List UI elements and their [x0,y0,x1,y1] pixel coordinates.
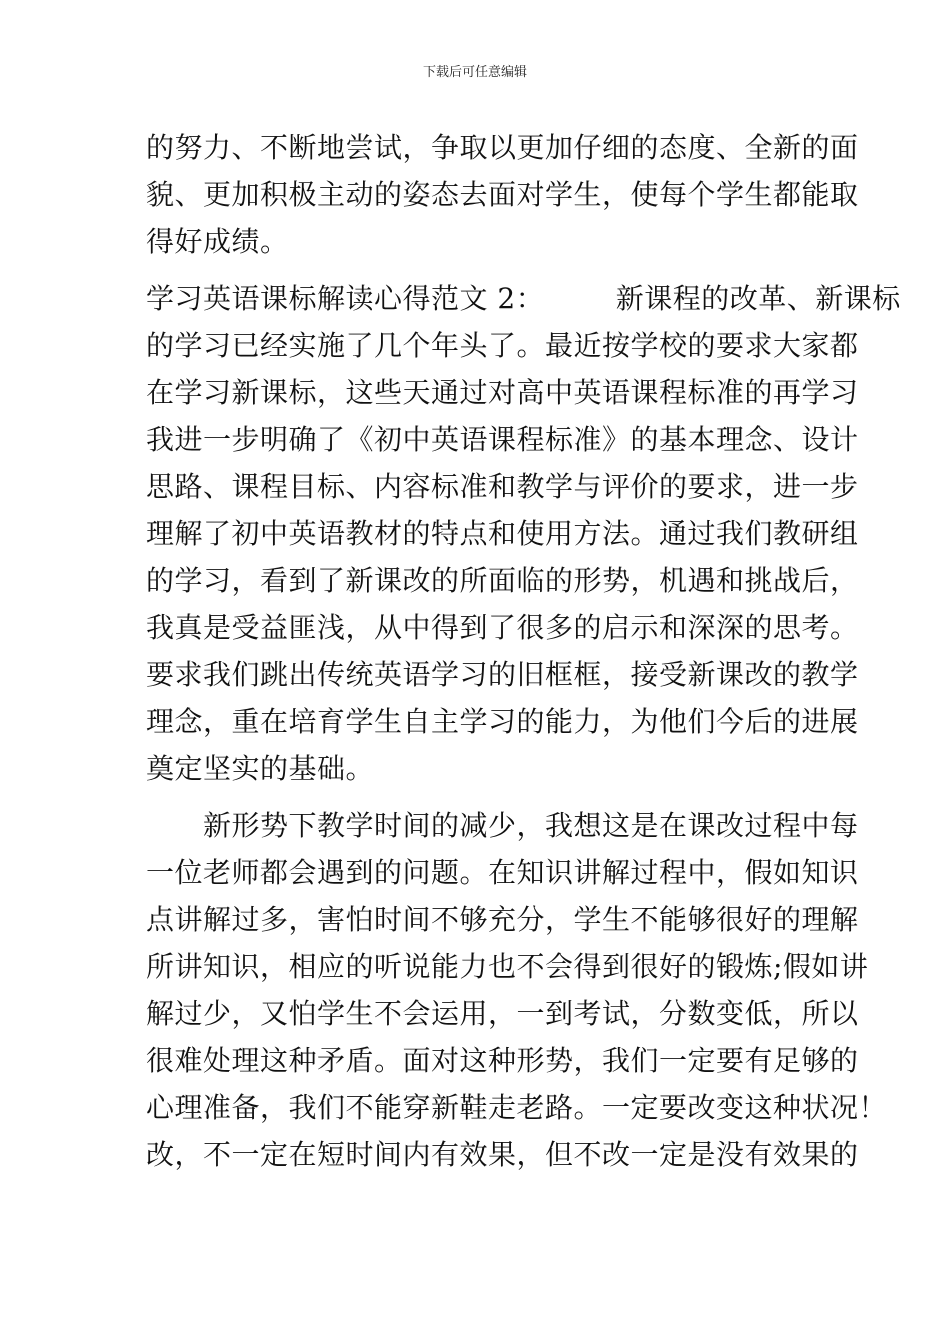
text-line: 的学习，看到了新课改的所面临的形势，机遇和挑战后， [146,564,859,597]
text-line: 心理准备，我们不能穿新鞋走老路。一定要改变这种状况！ [146,1091,888,1124]
text-line: 我进一步明确了《初中英语课程标准》的基本理念、设计 [146,423,859,456]
text-line: 一位老师都会遇到的问题。在知识讲解过程中，假如知识 [146,856,859,889]
text-line: 很难处理这种矛盾。面对这种形势，我们一定要有足够的 [146,1044,859,1077]
text-line: 理念，重在培育学生自主学习的能力，为他们今后的进展 [146,705,859,738]
text-line: 的学习已经实施了几个年头了。最近按学校的要求大家都 [146,329,859,362]
text-line: 得好成绩。 [146,225,289,258]
text-line: 奠定坚实的基础。 [146,752,375,785]
text-line: 点讲解过多，害怕时间不够充分，学生不能够很好的理解 [146,903,859,936]
text-line: 在学习新课标，这些天通过对高中英语课程标准的再学习 [146,376,859,409]
text-line: 理解了初中英语教材的特点和使用方法。通过我们教研组 [146,517,859,550]
text-line: 我真是受益匪浅，从中得到了很多的启示和深深的思考。 [146,611,859,644]
page-header: 下载后可任意编辑 [422,65,527,80]
text-line: 思路、课程目标、内容标准和教学与评价的要求，进一步 [146,470,859,503]
text-line: 改，不一定在短时间内有效果，但不改一定是没有效果的 [146,1138,859,1171]
text-line: 解过少，又怕学生不会运用，一到考试，分数变低，所以 [146,997,859,1030]
text-line: 的努力、不断地尝试，争取以更加仔细的态度、全新的面 [146,131,859,164]
text-line: 所讲知识，相应的听说能力也不会得到很好的锻炼;假如讲 [146,950,869,983]
text-line: 要求我们跳出传统英语学习的旧框框，接受新课改的教学 [146,658,859,691]
text-line: 学习英语课标解读心得范文 2： 新课程的改革、新课标 [146,282,901,315]
text-line: 貌、更加积极主动的姿态去面对学生，使每个学生都能取 [146,178,859,211]
text-line: 新形势下教学时间的减少，我想这是在课改过程中每 [146,809,859,842]
